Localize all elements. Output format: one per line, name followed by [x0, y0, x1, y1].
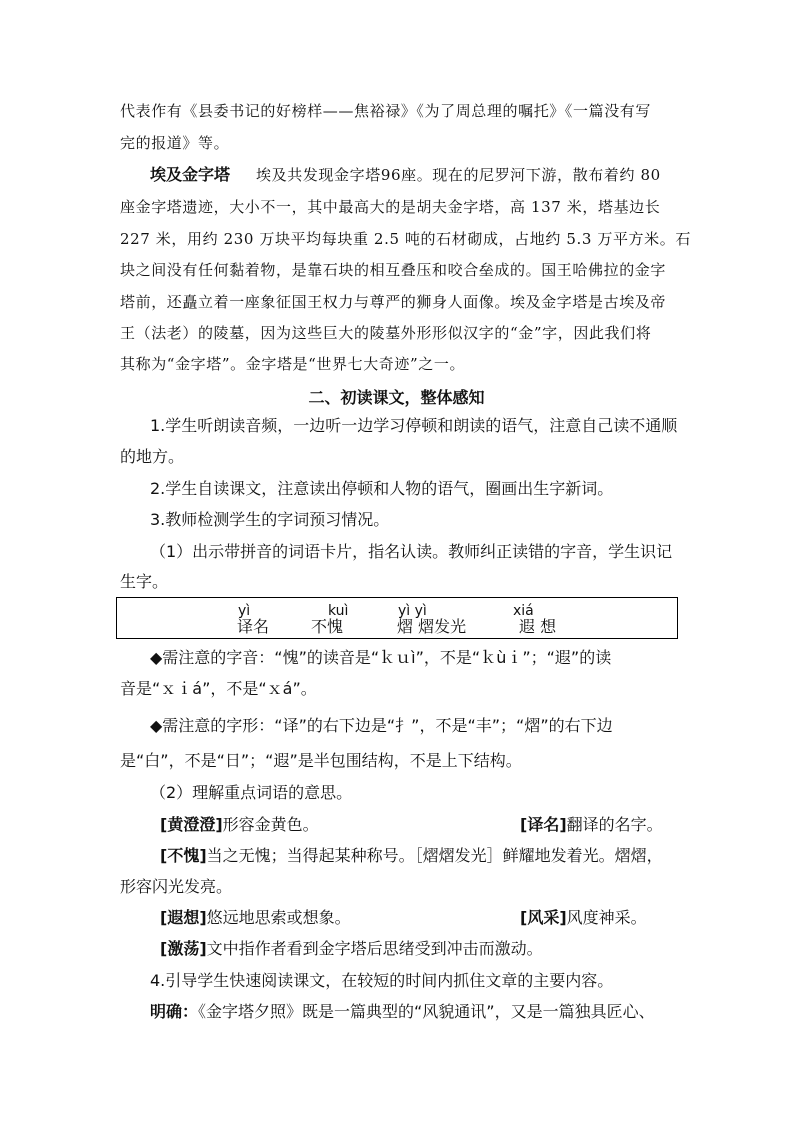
vocab-bukui: [160, 846, 663, 866]
item4-answer: [150, 1002, 655, 1022]
vocab-jidang: [160, 939, 543, 959]
shape-note-line-1: ◆需注意的字形：“译”的右下边是“⺘”，不是“丰”；“熠”的右下边: [150, 716, 613, 735]
pyramid-line-6: 王（法老）的陵墓，因为这些巨大的陵墓外形形似汉字的“金”字，因此我们将: [120, 324, 652, 342]
intro-line-2: 完的报道》等。: [120, 134, 230, 152]
pyramid-term: 埃及金字塔: [150, 165, 231, 184]
vocab-xiaxiang: [160, 908, 351, 928]
vocab-yiming-term: [译名]: [520, 815, 567, 834]
pinyin-card: [116, 597, 678, 639]
vocab-huang-def: 形容金黄色。: [222, 815, 319, 834]
pyramid-text-1: 埃及共发现金字塔96座。现在的尼罗河下游，散布着约 80: [256, 166, 661, 184]
item2: 2.学生自读课文，注意读出停顿和人物的语气，圈画出生字新词。: [150, 479, 614, 498]
section-heading: 二、初读课文，整体感知: [308, 388, 485, 407]
vocab-fengcai-term: [风采]: [520, 908, 567, 927]
vocab-sub-heading: （2）理解重点词语的意思。: [150, 783, 353, 802]
vocab-fengcai: [520, 908, 647, 928]
vocab-bukui-term: [不愧]: [160, 846, 207, 865]
pinyin-2: kuì: [328, 603, 349, 619]
vocab-bukui-line-2: 形容闪光发亮。: [120, 877, 233, 896]
intro-line-1: 代表作有《县委书记的好榜样——焦裕禄》《为了周总理的嘱托》《一篇没有写: [120, 102, 652, 120]
pyramid-line-1: [150, 165, 661, 185]
vocab-jidang-def: 文中指作者看到金字塔后思绪受到冲击而激动。: [206, 939, 543, 958]
answer-label: 明确：: [150, 1002, 199, 1021]
word-2: 不愧: [311, 617, 344, 636]
vocab-huang: [160, 815, 319, 835]
item1-line-1: 1.学生听朗读音频，一边听一边学习停顿和朗读的语气，注意自己读不通顺: [150, 416, 678, 435]
pinyin-1: yì: [238, 603, 251, 619]
vocab-yiming: [520, 815, 663, 835]
vocab-yiming-def: 翻译的名字。: [566, 815, 663, 834]
vocab-xiaxiang-term: [遐想]: [160, 908, 207, 927]
pinyin-4: xiá: [513, 603, 534, 619]
pron-note-line-2: 音是“ｘｉá”，不是“ｘá”。: [120, 679, 317, 698]
pinyin-3: yì yì: [398, 603, 427, 619]
shape-note-line-2: 是“白”，不是“日”；“遐”是半包围结构，不是上下结构。: [120, 751, 522, 770]
vocab-xiaxiang-def: 悠远地思索或想象。: [206, 908, 351, 927]
pyramid-line-2: 座金字塔遗迹，大小不一，其中最高大的是胡夫金字塔，高 137 米，塔基边长: [120, 198, 661, 216]
pyramid-line-4: 块之间没有任何黏着物，是靠石块的相互叠压和咬合垒成的。国王哈佛拉的金字: [120, 261, 667, 279]
word-4: 遐 想: [519, 617, 557, 636]
pyramid-line-5: 塔前，还矗立着一座象征国王权力与尊严的狮身人面像。埃及金字塔是古埃及帝: [120, 293, 667, 311]
vocab-huang-term: [黄澄澄]: [160, 815, 223, 834]
sub1-line-2: 生字。: [120, 572, 169, 591]
item3: 3.教师检测学生的字词预习情况。: [150, 510, 390, 529]
word-3: 熠 熠发光: [397, 617, 467, 636]
pyramid-line-7: 其称为“金字塔”。金字塔是“世界七大奇迹”之一。: [120, 355, 466, 373]
answer-text: 《金字塔夕照》既是一篇典型的“风貌通讯”，又是一篇独具匠心、: [198, 1002, 655, 1021]
sub1-line-1: （1）出示带拼音的词语卡片，指名认读。教师纠正读错的字音，学生识记: [150, 542, 673, 561]
word-1: 译名: [237, 617, 270, 636]
pron-note-line-1: ◆需注意的字音：“愧”的读音是“ｋｕì”，不是“ｋùｉ”；“遐”的读: [150, 648, 612, 667]
vocab-bukui-def: 当之无愧；当得起某种称号。［熠熠发光］鲜耀地发着光。熠熠，: [206, 846, 663, 865]
vocab-fengcai-def: 风度神采。: [566, 908, 647, 927]
item4: 4.引导学生快速阅读课文，在较短的时间内抓住文章的主要内容。: [150, 971, 614, 990]
pyramid-line-3: 227 米，用约 230 万块平均每块重 2.5 吨的石材砌成，占地约 5.3 万平方米。石: [120, 230, 691, 248]
item1-line-2: 的地方。: [120, 447, 185, 466]
vocab-jidang-term: [激荡]: [160, 939, 207, 958]
